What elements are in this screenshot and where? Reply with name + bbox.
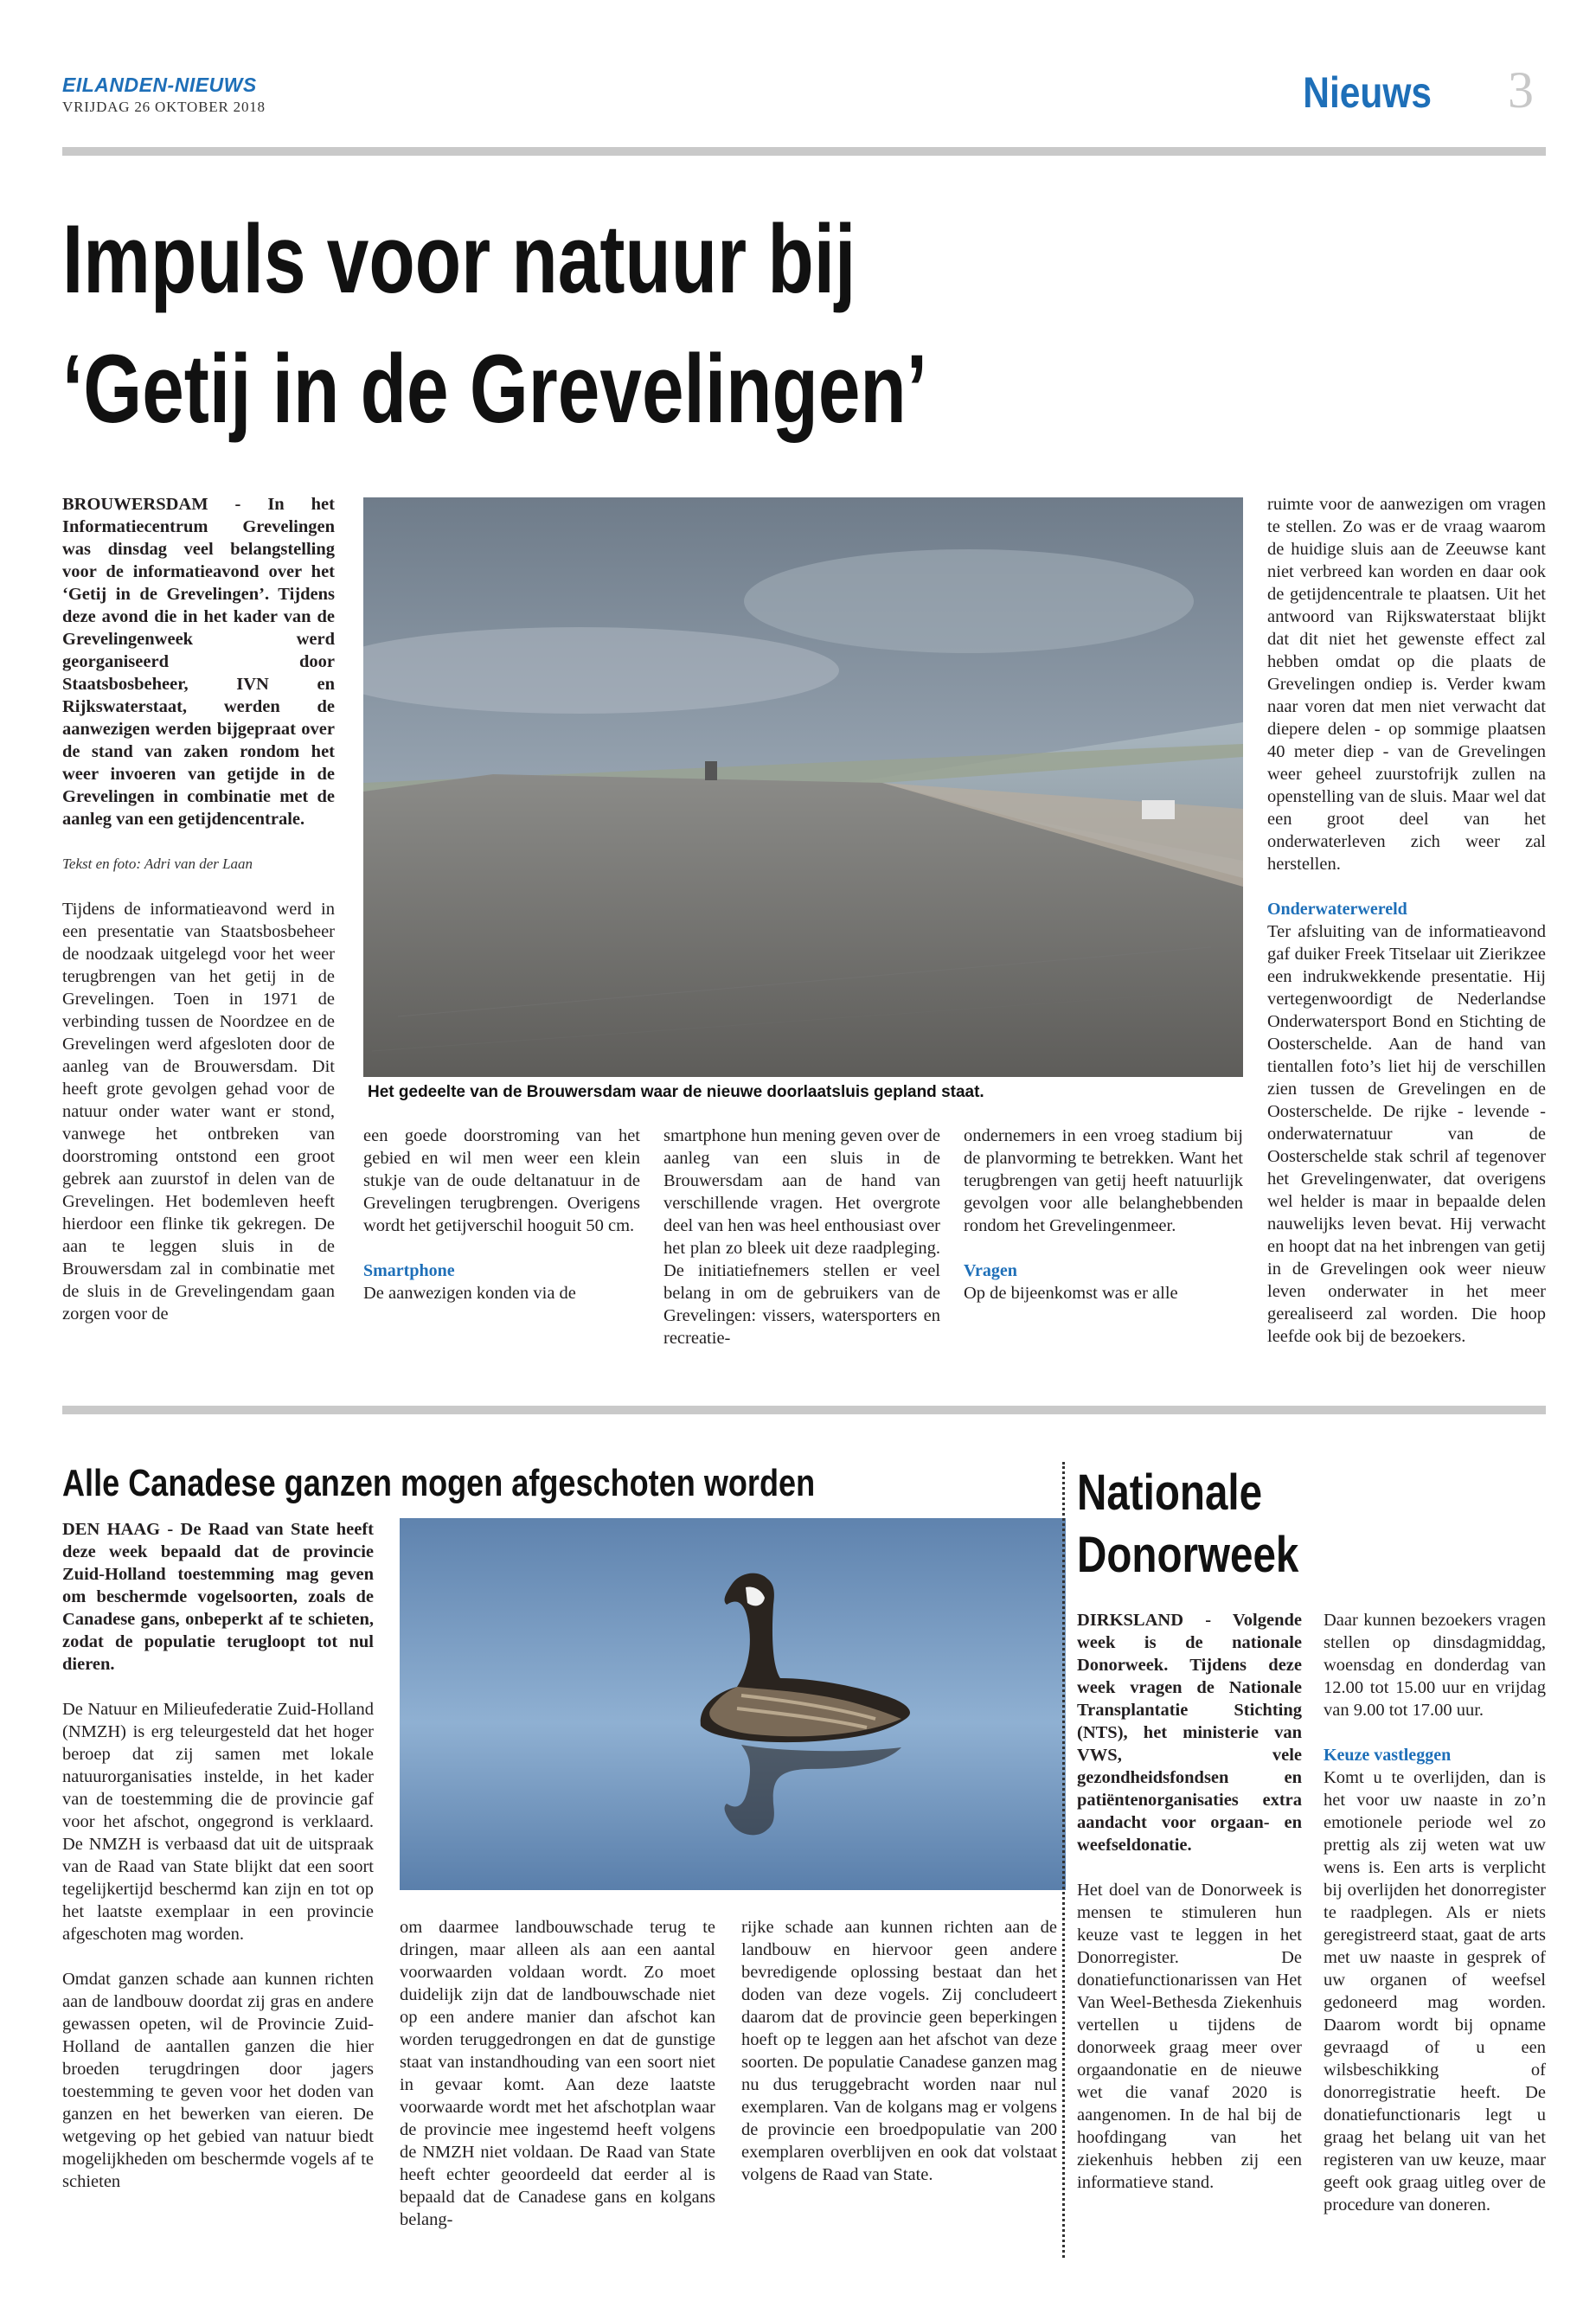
headline-line-1: Impuls voor natuur bij: [62, 205, 856, 313]
column-separator: [1062, 1462, 1065, 2258]
story1-lead: BROUWERSDAM - In het Informatiecentrum Grevelingen was dinsdag veel belangstelling voor de informatieavond over het ‘Getij in de Grevelingen’. Tijdens deze avond die in het kader van de Grevelingenweek werd georganiseerd door Staatsbosbeheer, IVN en Rijkswaterstaat, werden de aanwezigen werden bijgepraat over de stand van zaken rondom het weer invoeren van getijde in de Grevelingen in combinatie met de aanleg van een getijdencentrale.: [62, 495, 335, 829]
top-rule: [62, 147, 1546, 156]
photo-credit: Tekst en foto: Adri van der Laan: [62, 856, 253, 872]
main-headline: [62, 195, 1142, 454]
story1-body-3: smartphone hun mening geven over de aanleg van een sluis in de Brouwersdam aan de hand van verschillende vragen. Het overgrote deel van hen was heel enthousiast over het plan zo bleek uit deze raadpleging. De initiatiefnemers stellen er veel belang in om de gebruikers van de Grevelingen: vissers, watersporters en recreatie-: [663, 1126, 940, 1348]
story1-body-5b: Ter afsluiting van de informatieavond gaf duiker Freek Titselaar uit Zierikzee een indrukwekkende presentatie. Hij vertegenwoordigt de Nederlandse Onderwatersport Bond en Stichting de Oosterschelde. Aan de hand van tientallen foto’s liet hij de verschillen zien tussen de Grevelingen en de Oosterschelde. De rijke - levende - onderwaternatuur van de Oosterschelde stak schril af tegenover het Grevelingenwater, dat overigens wel helder is maar in bepaalde delen nauwelijks leven bevat. Hij verwacht en hoopt dat na het inbrengen van getij in de Grevelingen ook weer nieuw leven onderwater in het meer gerealiseerd zal worden. Die hoop leefde ook bij de bezoekers.: [1267, 922, 1546, 1346]
story2-column-2: [400, 1916, 715, 2253]
story2-headline: Alle Canadese ganzen mogen afgeschoten worden: [62, 1462, 816, 1504]
story2-body-3: rijke schade aan kunnen richten aan de landbouw en hiervoor geen andere bevredigende oplossing bestaat dan het doden van deze vogels. Zij concludeert daarom dat de provincie geen beperkingen hoeft op te leggen aan het afschot van deze soorten. De populatie Canadese ganzen mag nu dus teruggebracht worden naar nul exemplaren. Van de kolgans mag er volgens de provincie een broedpopulatie van 200 exemplaren overblijven en ook dat volstaat volgens de Raad van State.: [741, 1918, 1057, 2184]
story1-body-4: ondernemers in een vroeg stadium bij de planvorming te betrekken. Want het terugbrengen van getij heeft natuurlijk gevolgen voor alle belanghebbenden rondom het Grevelingenmeer.: [964, 1126, 1243, 1235]
section-title: Nieuws: [1303, 68, 1432, 117]
subhead-onderwaterwereld: Onderwaterwereld: [1267, 900, 1407, 919]
story1-column-4: [964, 1125, 1243, 1304]
story1-column-1: [62, 493, 335, 1348]
story3-column-2: [1324, 1609, 1546, 2216]
page-number: 3: [1508, 61, 1534, 119]
story1-column-2: [363, 1125, 640, 1304]
story2-body-1a: De Natuur en Milieufederatie Zuid-Holland (NMZH) is erg teleurgesteld dat het hoger beroep dat zij samen met lokale natuurorganisaties instelde, in het kader van de toestemming die de provincie gaf voor het afschot, ongegrond is verklaard. De NMZH is verbaasd dat uit de uitspraak van de Raad van State blijkt dat een soort tegelijkertijd beschermd kan zijn en tot op het laatste exemplaar in een provincie afgeschoten mag worden.: [62, 1700, 374, 1944]
story1-body-5: ruimte voor de aanwezigen om vragen te stellen. Zo was er de vraag waarom de huidige sluis aan de Zeeuwse kant niet verbreed kan worden en daar ook de getijdencentrale te plaatsen. Uit het antwoord van Rijkswaterstaat blijkt dat dit niet het gewenste effect zal hebben omdat op die plaats de Grevelingen ondiep is. Verder kwam naar voren dat men niet verwacht dat diepere delen - op sommige plaatsen 40 meter diep - van de Grevelingen weer geheel zuurstofrijk zullen na openstelling van de sluis. Maar wel dat een groot deel van het onderwaterleven zich weer zal herstellen.: [1267, 495, 1546, 874]
story3-headline: [1077, 1462, 1298, 1586]
photo-caption: Het gedeelte van de Brouwersdam waar de nieuwe doorlaatsluis gepland staat.: [368, 1083, 984, 1101]
story2-body-2: om daarmee landbouwschade terug te dringen, maar alleen als aan een aantal voorwaarden voldaan wordt. Zo moet duidelijk zijn dat de landbouwschade niet op een andere manier dan afschot kan worden teruggedrongen en dat de gunstige staat van instandhouding van een soort niet in gevaar komt. Aan deze laatste voorwaarde wordt met het afschotplan waar de provincie mee ingestemd heeft volgens de NMZH niet voldaan. De Raad van State heeft echter geoordeeld dat eerder al is bepaald dat de Canadese gans en kolgans belang-: [400, 1918, 715, 2229]
story2-lead: DEN HAAG - De Raad van State heeft deze week bepaald dat de provincie Zuid-Holland toestemming mag geven om beschermde vogelsoorten, zoals de Canadese gans, onbeperkt af te schieten, zodat de populatie terugloopt tot nul dieren.: [62, 1520, 374, 1674]
brouwersdam-photo: [363, 497, 1243, 1077]
newspaper-logo: EILANDEN-NIEUWS: [62, 74, 257, 96]
subhead-keuze-vastleggen: Keuze vastleggen: [1324, 1746, 1452, 1765]
story2-column-1: [62, 1518, 374, 2215]
middle-rule: [62, 1406, 1546, 1414]
canada-goose-photo: [400, 1518, 1066, 1890]
story3-body-1: Het doel van de Donorweek is mensen te stimuleren hun keuze vast te leggen in het Donorregister. De donatiefunctionarissen van Het Van Weel-Bethesda Ziekenhuis vertellen u tijdens de donorweek graag meer over orgaandonatie en de nieuwe wet die vanaf 2020 is aangenomen. In de hal bij de hoofdingang van het ziekenhuis hebben zij een informatieve stand.: [1077, 1881, 1302, 2192]
story3-body-2a: Daar kunnen bezoekers vragen stellen op dinsdagmiddag, woensdag en donderdag van 12.00 tot 15.00 uur en vrijdag van 9.00 tot 17.00 uur.: [1324, 1611, 1546, 1720]
story3-body-2b: Komt u te overlijden, dan is het voor uw naaste in zo’n emotionele periode wel zo prettig als zij weten wat uw wens is. Een arts is verplicht bij overlijden het donorregister te raadplegen. Als er niets geregistreerd staat, gaat de arts met uw naaste in gesprek of uw organen of weefsel gedoneerd mag worden. Daarom wordt bij opname gevraagd of u een wilsbeschikking of donorregistratie heeft. De donatiefunctionaris legt u graag het belang uit van het registeren van uw keuze, maar geeft ook graag uitleg over de procedure van doneren.: [1324, 1768, 1546, 2214]
story1-body-2: een goede doorstroming van het gebied en wil men weer een klein stukje van de oude deltanatuur in de Grevelingen terugbrengen. Overigens wordt het getijverschil hooguit 50 cm.: [363, 1126, 640, 1235]
issue-date: VRIJDAG 26 OKTOBER 2018: [62, 99, 266, 115]
subhead-vragen: Vragen: [964, 1261, 1017, 1280]
story2-body-1b: Omdat ganzen schade aan kunnen richten aan de landbouw doordat zij gras en andere gewassen opeten, wil de Provincie Zuid-Holland de aantallen ganzen die hier broeden terugdringen door jagers toestemming te geven voor het doden van ganzen en het bewerken van eieren. De wetgeving op het gebied van natuur biedt mogelijkheden om beschermde vogels af te schieten: [62, 1970, 374, 2191]
headline-line-2: ‘Getij in de Grevelingen’: [62, 335, 928, 443]
story1-column-5: [1267, 493, 1546, 1348]
story1-body-4b: Op de bijeenkomst was er alle: [964, 1284, 1178, 1303]
subhead-smartphone: Smartphone: [363, 1261, 455, 1280]
story3-column-1: [1077, 1609, 1302, 2216]
story1-body-2b: De aanwezigen konden via de: [363, 1284, 576, 1303]
story3-headline-line-2: Donorweek: [1077, 1527, 1299, 1583]
story1-column-3: [663, 1125, 940, 1372]
story3-lead: DIRKSLAND - Volgende week is de nationale Donorweek. Tijdens deze week vragen de Nationale Transplantatie Stichting (NTS), het ministerie van VWS, vele gezondheidsfondsen en patiëntenorganisaties extra aandacht voor orgaan- en weefseldonatie.: [1077, 1611, 1302, 1855]
story2-column-3: [741, 1916, 1057, 2208]
story1-body-1: Tijdens de informatieavond werd in een presentatie van Staatsbosbeheer de noodzaak uitgelegd voor het weer terugbrengen van het getij in de Grevelingen. Toen in 1971 de verbinding tussen de Noordzee en de Grevelingen werd afgesloten door de aanleg van de Brouwersdam. Dit heeft grote gevolgen gehad voor de natuur onder water want er stond, vanwege het ontbreken van doorstroming ontstond een groot gebrek aan zuurstof in delen van de Grevelingen. Het bodemleven heeft hierdoor een flinke tik gekregen. De aan te leggen sluis in de Brouwersdam zal in combinatie met de sluis in de Grevelingendam gaan zorgen voor de: [62, 900, 335, 1324]
story3-headline-line-1: Nationale: [1077, 1465, 1263, 1521]
